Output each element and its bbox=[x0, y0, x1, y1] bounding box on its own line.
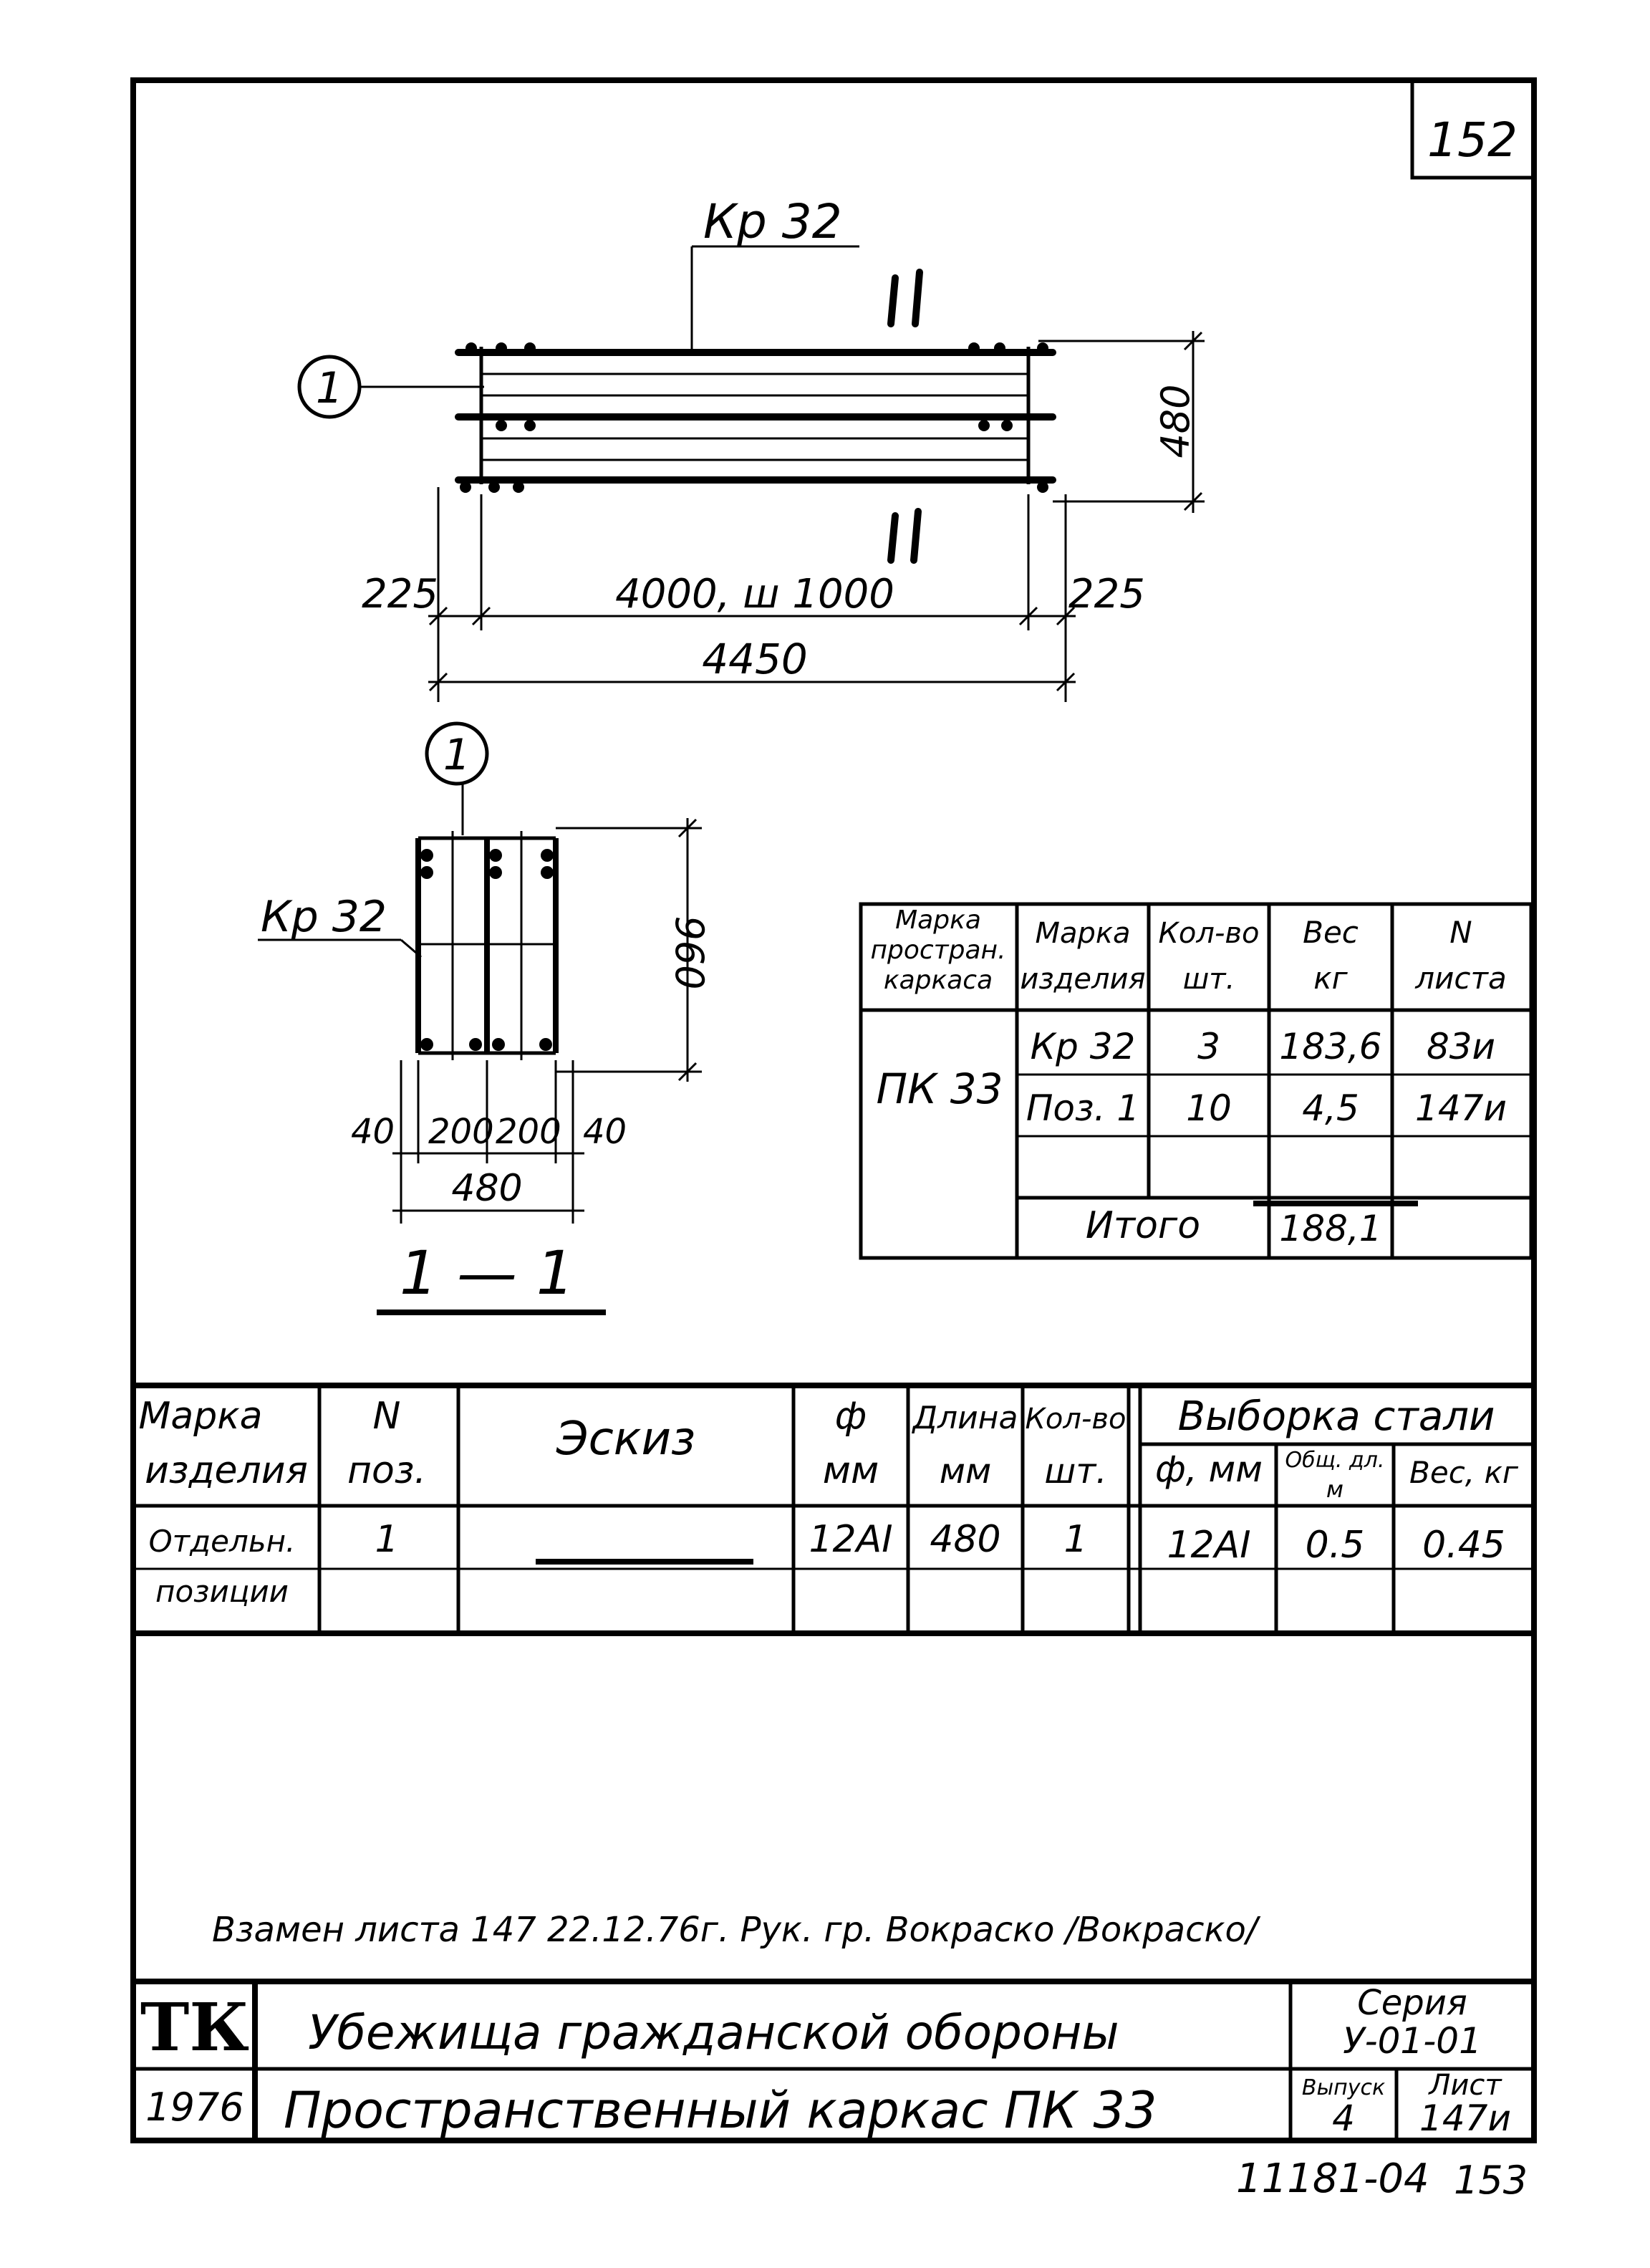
section-height-dim: 960 bbox=[667, 916, 712, 990]
rebar-row-dia: 12АI bbox=[809, 1518, 893, 1561]
rebar-row-total-len: 0.5 bbox=[1305, 1524, 1365, 1567]
elevation-right-dim: 225 bbox=[1068, 571, 1145, 618]
elevation-position-callout: 1 bbox=[315, 363, 344, 413]
rebar-h-dia-l1: ф bbox=[834, 1395, 867, 1438]
section-dim-2: 200 bbox=[428, 1112, 494, 1152]
spec-h-sheet-l1: N bbox=[1449, 915, 1472, 950]
spec-r1-sheet: 83и bbox=[1426, 1026, 1496, 1067]
title-year: 1976 bbox=[145, 2085, 244, 2130]
rebar-row-qty: 1 bbox=[1063, 1518, 1088, 1561]
elevation-height-dim: 480 bbox=[1153, 384, 1198, 458]
spec-h-mark-l2: изделия bbox=[1020, 963, 1146, 996]
rebar-h-steel-dia: ф, мм bbox=[1155, 1448, 1263, 1490]
spec-total-value: 188,1 bbox=[1279, 1208, 1382, 1249]
spec-h-mark-l1: Марка bbox=[1035, 917, 1131, 950]
spec-h-qty-l1: Кол-во bbox=[1158, 917, 1260, 950]
rebar-h-steel: Выборка стали bbox=[1177, 1393, 1495, 1440]
rebar-h-sketch: Эскиз bbox=[556, 1413, 696, 1466]
rebar-h-total-len-l2: м bbox=[1326, 1476, 1344, 1503]
rebar-row-length: 480 bbox=[930, 1518, 1001, 1561]
rebar-h-weight: Вес, кг bbox=[1409, 1455, 1518, 1490]
section-position-callout: 1 bbox=[443, 730, 471, 780]
rebar-row-mark-l2: позиции bbox=[155, 1574, 289, 1609]
spec-h-sheet-l2: листа bbox=[1415, 961, 1507, 996]
spec-total-label: Итого bbox=[1085, 1204, 1201, 1247]
spec-r2-mark: Поз. 1 bbox=[1026, 1087, 1140, 1129]
section-title: 1 — 1 bbox=[399, 1238, 575, 1308]
rebar-row-mark-l1: Отдельн. bbox=[148, 1524, 296, 1559]
rebar-h-length-l2: мм bbox=[939, 1451, 992, 1491]
rebar-h-pos-l1: N bbox=[372, 1395, 401, 1438]
issue-value: 4 bbox=[1332, 2098, 1355, 2139]
spec-h-weight-l2: кг bbox=[1313, 961, 1348, 996]
rebar-h-dia-l2: мм bbox=[822, 1449, 879, 1492]
rebar-h-mark-l1: Марка bbox=[138, 1395, 263, 1438]
rebar-h-length-l1: Длина bbox=[912, 1400, 1018, 1436]
rebar-h-pos-l2: поз. bbox=[347, 1449, 426, 1492]
elevation-left-dim: 225 bbox=[362, 571, 438, 618]
issue-label: Выпуск bbox=[1301, 2075, 1386, 2100]
spec-frame-value: ПК 33 bbox=[876, 1065, 1003, 1113]
page-number-box bbox=[1412, 80, 1534, 178]
spec-r1-qty: 3 bbox=[1197, 1026, 1220, 1067]
elevation-total-dim: 4450 bbox=[702, 635, 808, 683]
section-dim-1: 40 bbox=[351, 1112, 395, 1152]
section-view bbox=[258, 724, 712, 1312]
sheet-label: Лист bbox=[1429, 2069, 1502, 2102]
bottom-code: 11181-04 bbox=[1236, 2156, 1429, 2202]
rebar-h-mark-l2: изделия bbox=[145, 1449, 308, 1492]
spec-h-frame-l3: каркаса bbox=[883, 966, 993, 995]
page-number: 152 bbox=[1427, 112, 1518, 168]
rebar-row-weight: 0.45 bbox=[1422, 1524, 1505, 1567]
title-line-1: Убежища гражданской обороны bbox=[308, 2005, 1119, 2060]
spec-r2-sheet: 147и bbox=[1415, 1087, 1507, 1129]
title-line-2: Пространственный каркас ПК 33 bbox=[284, 2081, 1157, 2140]
spec-h-frame-l1: Марка bbox=[895, 905, 981, 935]
section-frame-mark: Кр 32 bbox=[261, 892, 387, 942]
elevation-view bbox=[299, 194, 1205, 702]
section-dim-4: 40 bbox=[583, 1112, 627, 1152]
spec-r2-weight: 4,5 bbox=[1302, 1087, 1359, 1129]
elevation-frame-mark: Кр 32 bbox=[703, 194, 842, 249]
bottom-page: 153 bbox=[1454, 2158, 1528, 2203]
spec-r1-weight: 183,6 bbox=[1279, 1026, 1382, 1067]
revision-note: Взамен листа 147 22.12.76г. Рук. гр. Вокраско /Вокраско/ bbox=[212, 1910, 1258, 1950]
rebar-table bbox=[133, 1385, 1534, 1633]
rebar-h-total-len-l1: Общ. дл. bbox=[1285, 1448, 1385, 1473]
spec-h-weight-l1: Вес bbox=[1303, 915, 1359, 950]
section-width-dim: 480 bbox=[451, 1167, 523, 1210]
spec-h-frame-l2: простран. bbox=[870, 936, 1006, 965]
tk-logo: ТК bbox=[140, 1989, 250, 2066]
rebar-h-qty-l2: шт. bbox=[1044, 1451, 1107, 1491]
title-block bbox=[133, 1981, 1534, 2140]
spec-table bbox=[861, 904, 1531, 1258]
rebar-h-qty-l1: Кол-во bbox=[1025, 1403, 1126, 1436]
elevation-middle-dim: 4000, ш 1000 bbox=[615, 571, 894, 618]
series-label: Серия bbox=[1357, 1983, 1467, 2023]
rebar-row-pos: 1 bbox=[375, 1518, 399, 1561]
section-dim-3: 200 bbox=[496, 1112, 561, 1152]
spec-r1-mark: Кр 32 bbox=[1030, 1026, 1136, 1067]
spec-r2-qty: 10 bbox=[1186, 1087, 1232, 1129]
sheet-value: 147и bbox=[1419, 2098, 1511, 2139]
series-value: У-01-01 bbox=[1343, 2020, 1482, 2062]
spec-h-qty-l2: шт. bbox=[1182, 963, 1235, 996]
rebar-row-steel-dia: 12АI bbox=[1167, 1524, 1251, 1567]
